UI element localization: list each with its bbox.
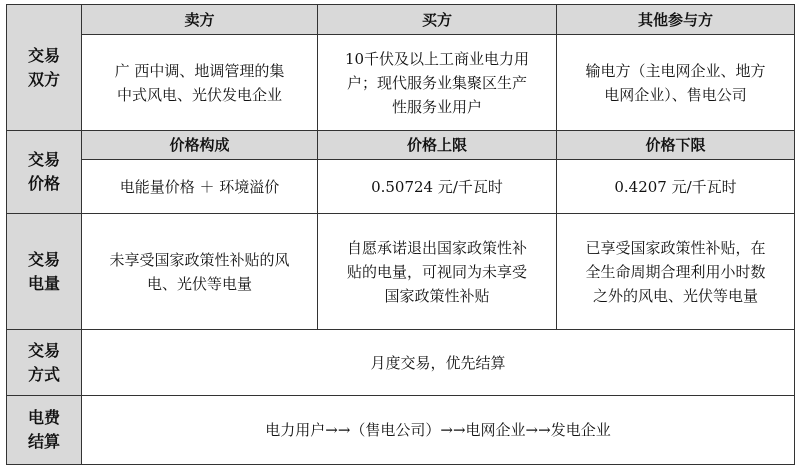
row-label-line: 双方 [27,69,60,89]
cell-volume-seller [82,214,318,330]
row-label-line: 电费 [27,408,60,427]
header-other-participants: 其他参与方 [557,5,795,35]
row-label-line: 交易 [27,45,60,65]
cell-buyer [318,35,557,131]
row-label-settlement [7,396,82,465]
cell-settlement-flow: 电力用户→→（售电公司）→→电网企业→→发电企业 [82,396,795,465]
cell-seller [82,35,318,131]
cell-line: 输电方（主电网企业、地方 [585,61,766,80]
cell-line: 10千伏及以上工商业电力用 [344,49,530,68]
row-label-line: 电量 [27,273,60,293]
cell-line: 未享受国家政策性补贴的风 [109,250,290,269]
header-price-cap: 价格上限 [318,131,557,160]
cell-volume-buyer [318,214,557,330]
cell-line: 贴的电量，可视同为未享受 [346,262,527,281]
cell-price-cap: 0.50724 元/千瓦时 [318,160,557,214]
header-price-composition: 价格构成 [82,131,318,160]
header-seller: 卖方 [82,5,318,35]
cell-line: 中式风电、光伏发电企业 [116,85,282,104]
cell-line: 电网企业）、售电公司 [604,85,747,104]
cell-line: 已享受国家政策性补贴，在 [585,238,766,257]
cell-line: 之外的风电、光伏等电量 [592,286,758,305]
row-label-trading-parties [7,5,82,131]
row-label-line: 交易 [27,340,60,360]
cell-price-floor: 0.4207 元/千瓦时 [557,160,795,214]
row-label-line: 价格 [27,174,60,193]
trading-rules-table [6,4,795,465]
cell-line: 全生命周期合理利用小时数 [585,262,766,281]
row-label-line: 方式 [27,364,60,384]
row-label-line: 交易 [27,150,60,169]
cell-price-composition: 电能量价格 ＋ 环境溢价 [82,160,318,214]
row-label-trading-price [7,131,82,214]
row-label-trading-mode [7,330,82,396]
row-label-line: 结算 [27,432,60,451]
cell-other-participants [557,35,795,131]
cell-trading-mode: 月度交易，优先结算 [82,330,795,396]
cell-line: 自愿承诺退出国家政策性补 [346,238,527,257]
cell-line: 性服务业用户 [391,97,482,116]
header-price-floor: 价格下限 [557,131,795,160]
cell-volume-other [557,214,795,330]
cell-line: 户；现代服务业集聚区生产 [346,73,527,92]
cell-line: 电、光伏等电量 [146,274,252,293]
cell-line: 国家政策性补贴 [384,286,490,305]
header-buyer: 买方 [318,5,557,35]
cell-line: 广 西中调、地调管理的集 [114,61,285,80]
row-label-trading-volume [7,214,82,330]
row-label-line: 交易 [27,249,60,269]
